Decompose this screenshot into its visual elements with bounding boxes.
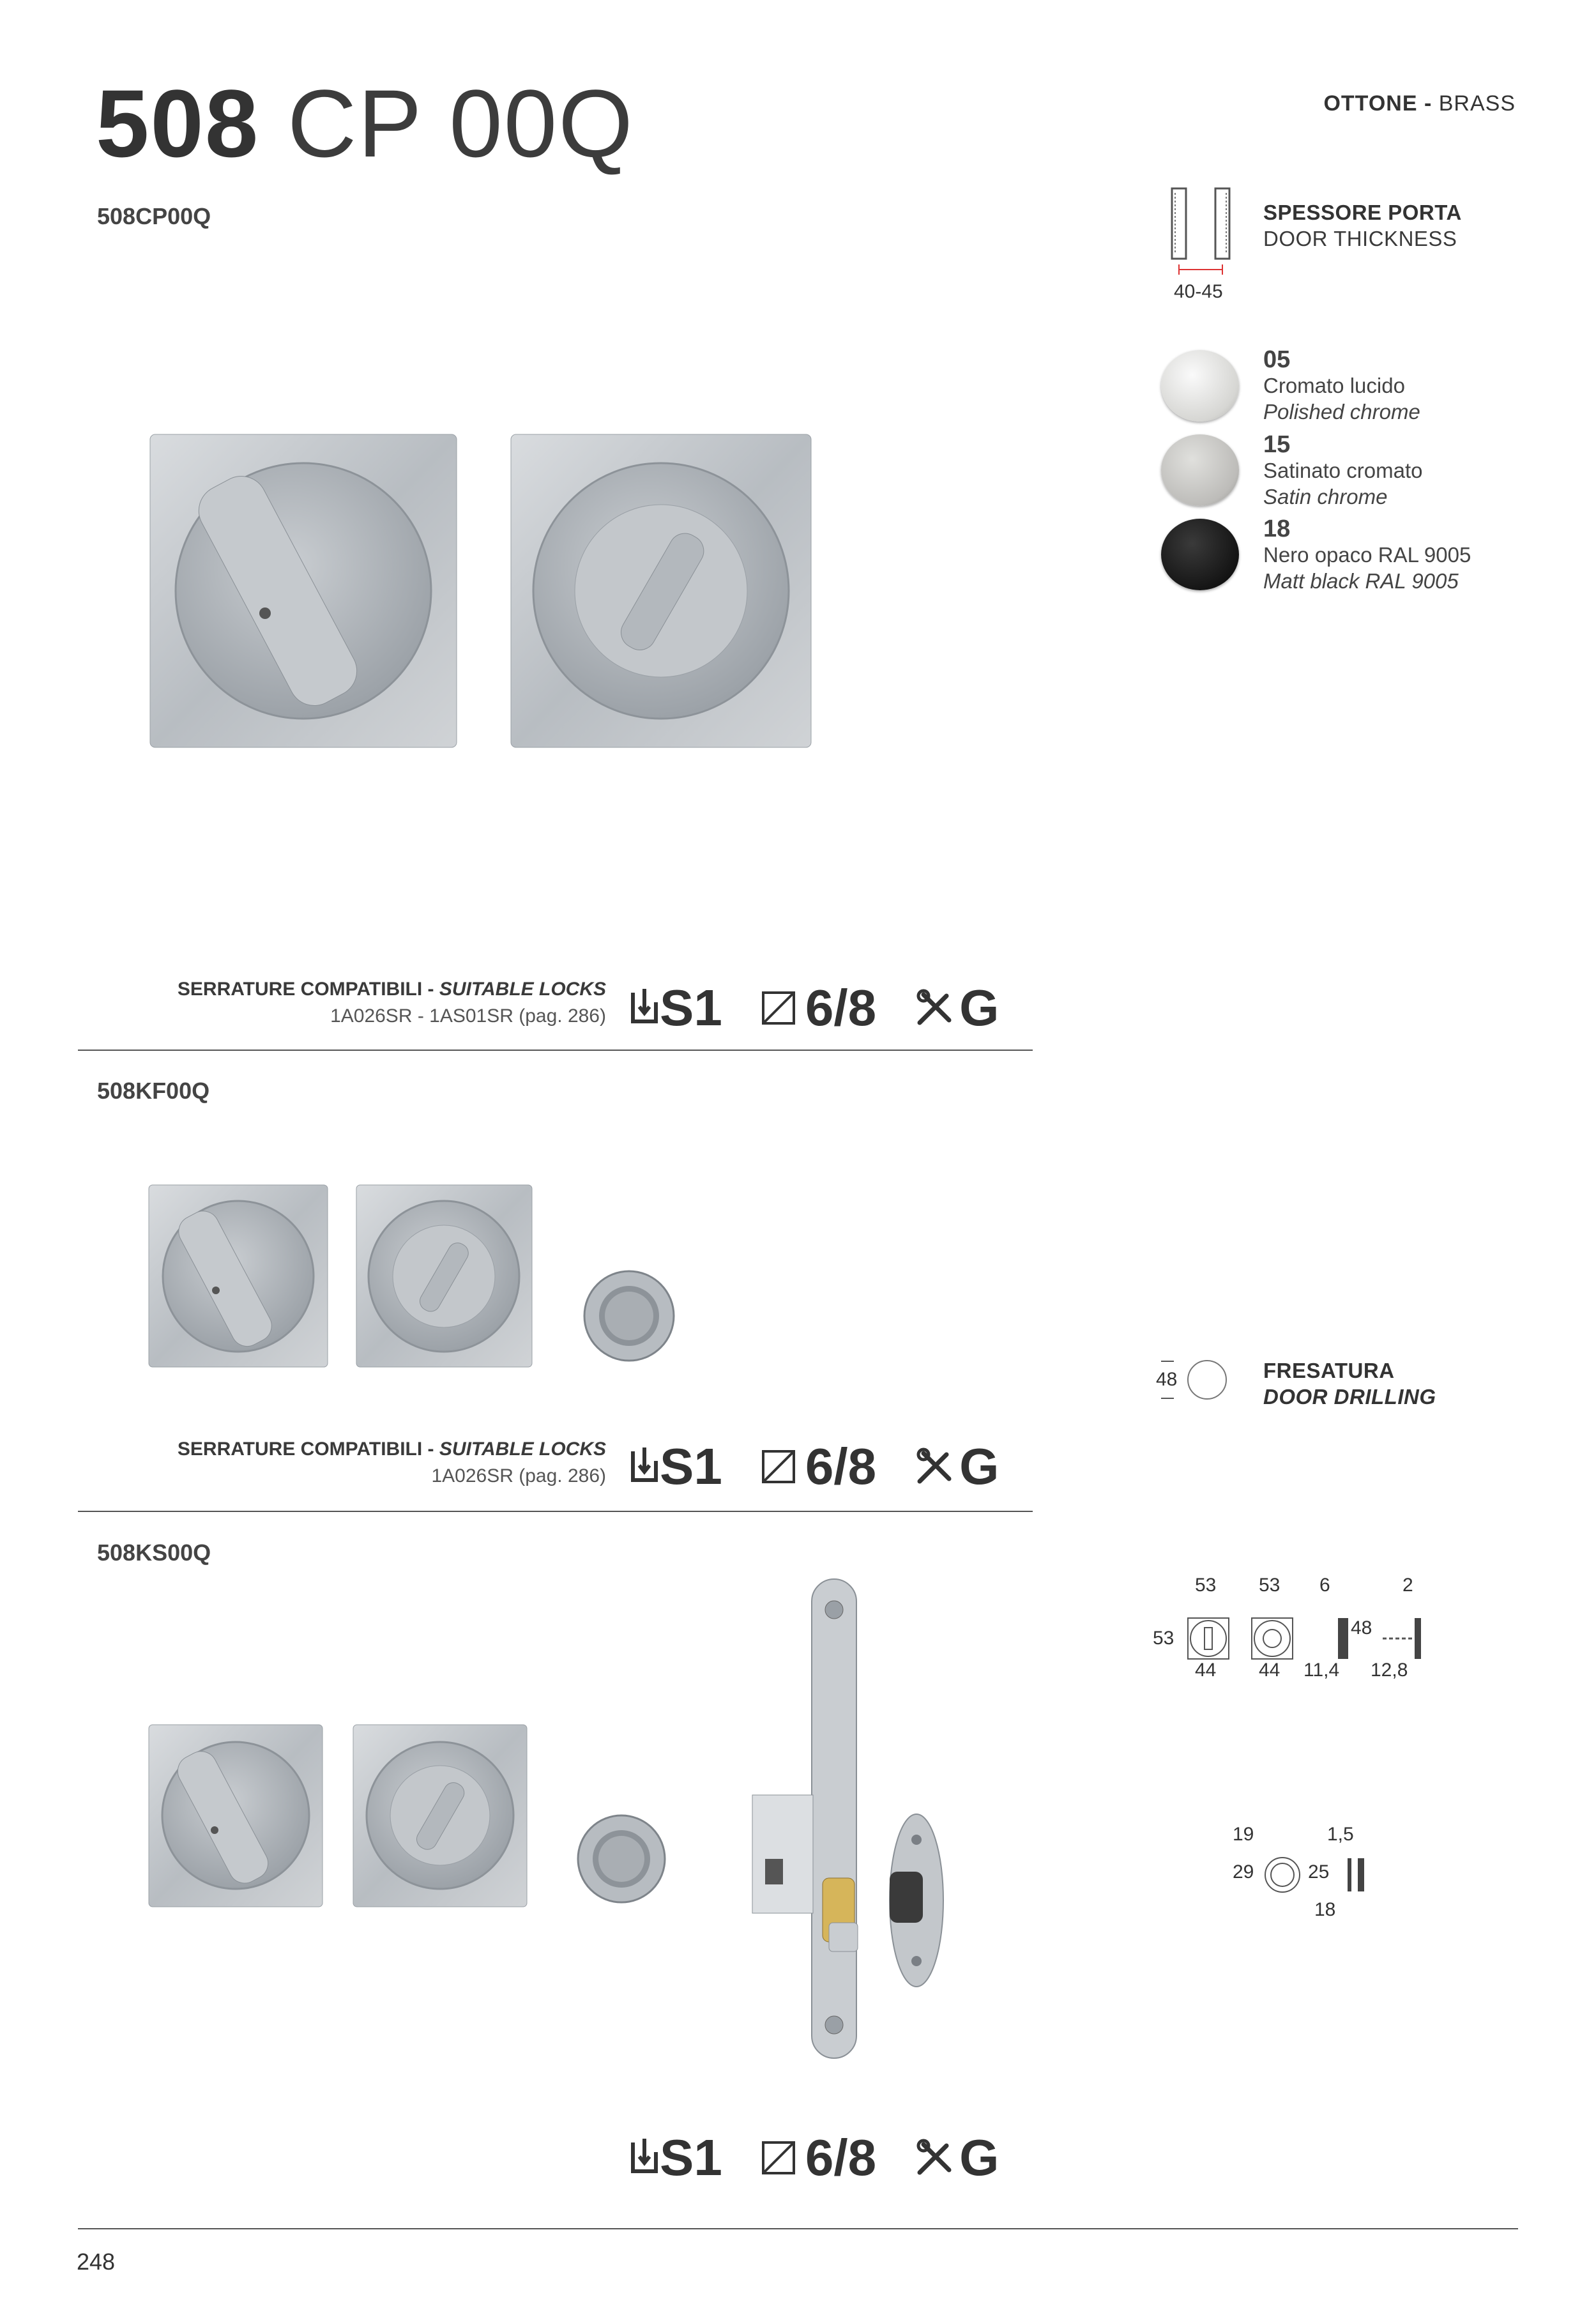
- dim-value: 11,4: [1303, 1660, 1340, 1681]
- screw-icon: [629, 989, 660, 1027]
- product-photo-508kf00q: [146, 1182, 688, 1373]
- product-code: 508KF00Q: [97, 1078, 210, 1104]
- drilling-title: [1263, 1357, 1436, 1410]
- drilling-diameter: 48: [1156, 1369, 1178, 1390]
- compat-label-en: SUITABLE LOCKS: [439, 1439, 606, 1460]
- door-thickness-it: SPESSORE PORTA: [1263, 201, 1462, 224]
- door-thickness-icon: [1166, 185, 1236, 281]
- tools-icon: [915, 988, 954, 1028]
- dim-value: 44: [1195, 1660, 1217, 1681]
- dim-value: 53: [1153, 1628, 1174, 1649]
- dim-value: 48: [1351, 1617, 1372, 1638]
- square-spindle-icon: [761, 990, 796, 1026]
- screw-icon: [629, 2139, 660, 2177]
- compat-ref: 1A026SR (pag. 286): [431, 1465, 606, 1486]
- dim-value: 29: [1233, 1861, 1254, 1883]
- divider: [78, 1511, 1033, 1512]
- compat-label: SERRATURE COMPATIBILI -: [177, 979, 434, 1000]
- compatible-locks: [95, 976, 606, 1030]
- finish-code: 15: [1263, 431, 1291, 458]
- square-label: 6/8: [805, 2129, 877, 2186]
- spec-icons: [629, 979, 999, 1037]
- tool-label: G: [959, 979, 999, 1036]
- dim-value: 2: [1402, 1575, 1413, 1596]
- tool-label: G: [959, 2129, 999, 2186]
- drilling-it: FRESATURA: [1263, 1359, 1395, 1382]
- finish-name-it: Nero opaco RAL 9005: [1263, 543, 1471, 567]
- finish-name-en: Polished chrome: [1263, 400, 1420, 424]
- screw-icon: [629, 1447, 660, 1486]
- finish-name-it: Cromato lucido: [1263, 374, 1405, 397]
- square-spindle-icon: [761, 2140, 796, 2176]
- square-label: 6/8: [805, 979, 877, 1036]
- title-model: 508: [96, 70, 260, 177]
- square-label: 6/8: [805, 1438, 877, 1495]
- tool-label: G: [959, 1438, 999, 1495]
- material-it: OTTONE -: [1323, 91, 1433, 116]
- dim-value: 1,5: [1327, 1824, 1354, 1845]
- compat-ref: 1A026SR - 1AS01SR (pag. 286): [330, 1005, 606, 1027]
- dim-value: 6: [1319, 1575, 1330, 1596]
- finish-swatch-matt-black: [1161, 519, 1239, 590]
- door-thickness-en: DOOR THICKNESS: [1263, 227, 1457, 251]
- spec-icons: [629, 1437, 999, 1496]
- page-number: 248: [77, 2249, 116, 2275]
- product-photo-508ks00q: [146, 1578, 976, 2063]
- dim-value: 18: [1314, 1899, 1336, 1920]
- finish-swatch-polished-chrome: [1161, 350, 1239, 422]
- dim-value: 53: [1259, 1575, 1281, 1596]
- drilling-en: DOOR DRILLING: [1263, 1385, 1436, 1409]
- divider: [78, 1050, 1033, 1051]
- finish-name-en: Satin chrome: [1263, 485, 1388, 508]
- dim-value: 19: [1233, 1824, 1254, 1845]
- dim-value: 44: [1259, 1660, 1281, 1681]
- tools-icon: [915, 2138, 954, 2178]
- page-title: [96, 70, 634, 177]
- s-label: S1: [660, 1438, 722, 1495]
- finish-swatch-satin-chrome: [1161, 434, 1239, 506]
- product-code: 508KS00Q: [97, 1539, 211, 1566]
- door-thickness-title: [1263, 199, 1462, 252]
- door-thickness-range: 40-45: [1174, 281, 1223, 302]
- finish-code: 18: [1263, 516, 1291, 542]
- tools-icon: [915, 1447, 954, 1486]
- dim-value: 25: [1308, 1861, 1330, 1883]
- finish-name-it: Satinato cromato: [1263, 459, 1423, 482]
- material-label: [1323, 91, 1516, 116]
- finish-name-en: Matt black RAL 9005: [1263, 569, 1459, 593]
- square-spindle-icon: [761, 1449, 796, 1485]
- s-label: S1: [660, 2129, 722, 2186]
- product-code: 508CP00Q: [97, 203, 211, 229]
- compat-label-en: SUITABLE LOCKS: [439, 979, 606, 1000]
- compatible-locks: [95, 1436, 606, 1490]
- spec-icons: [629, 2128, 999, 2187]
- material-en: BRASS: [1438, 91, 1516, 116]
- s-label: S1: [660, 979, 722, 1036]
- compat-label: SERRATURE COMPATIBILI -: [177, 1439, 434, 1460]
- product-photo-508cp00q: [147, 431, 817, 751]
- footer-divider: [78, 2228, 1518, 2229]
- title-variant: CP 00Q: [287, 70, 634, 177]
- dim-value: 53: [1195, 1575, 1217, 1596]
- dim-value: 12,8: [1371, 1660, 1408, 1681]
- finish-code: 05: [1263, 346, 1291, 373]
